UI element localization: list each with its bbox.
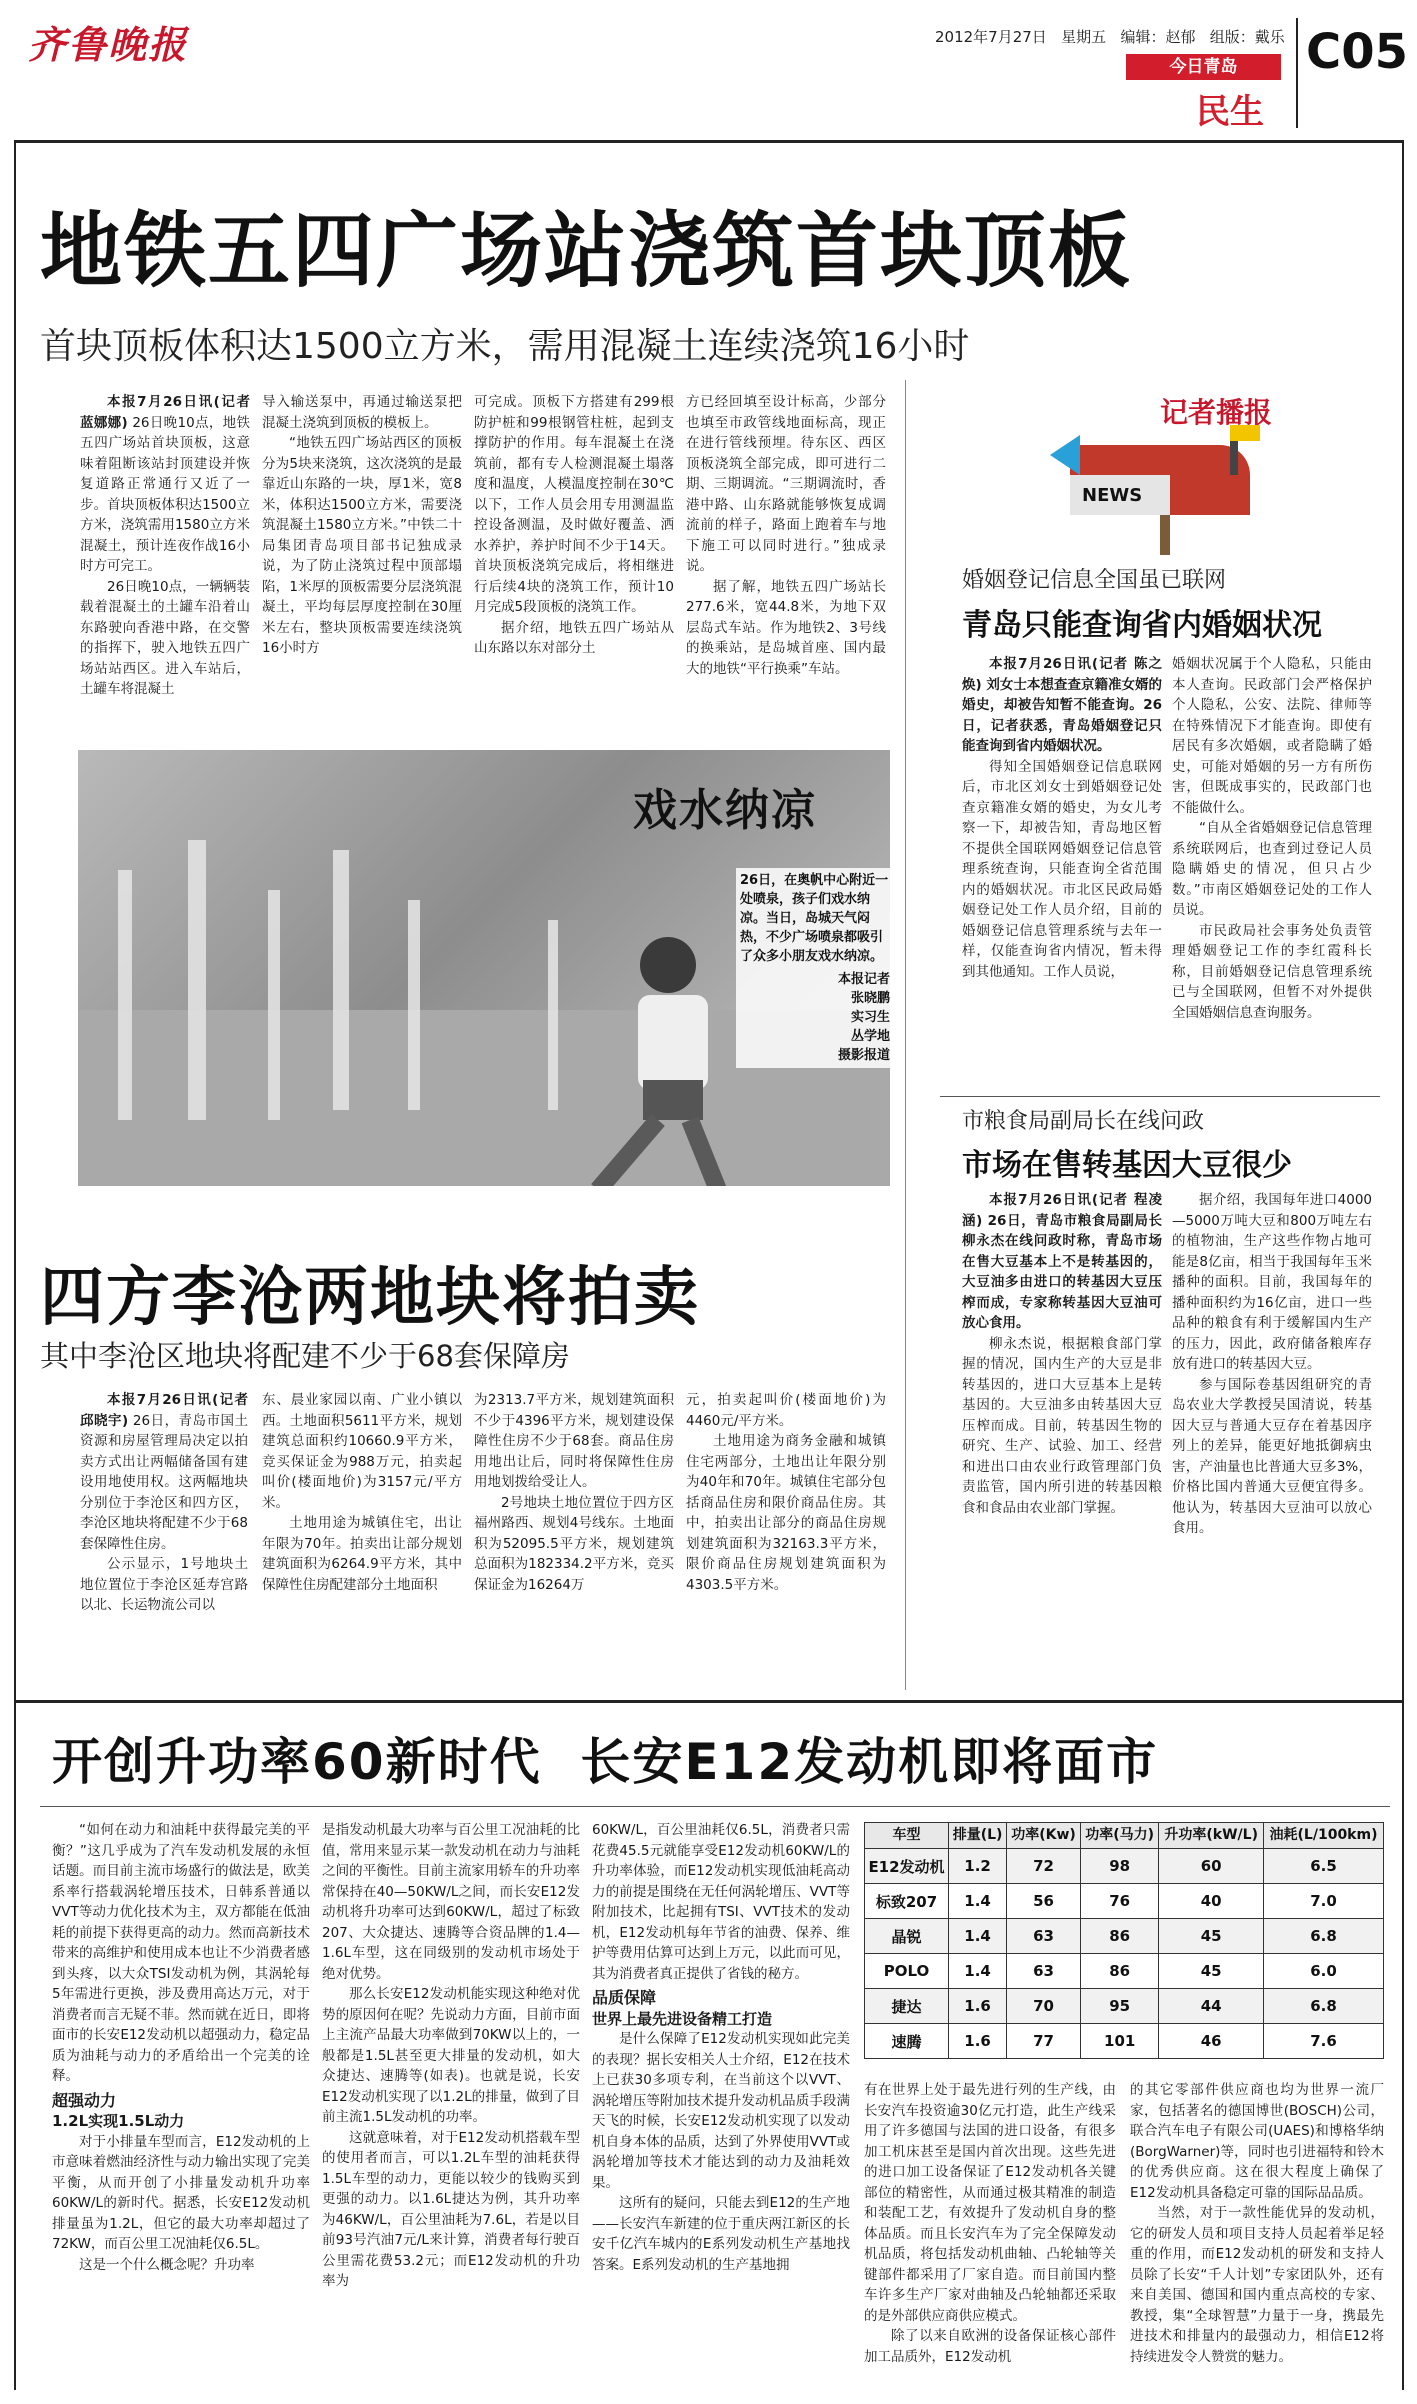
land-col-2: [262, 1390, 462, 1690]
land-col-4: [686, 1390, 886, 1690]
main-col1-text: 26日晚10点，地铁五四广场站首块顶板，这意味着阻断该站封顶建设并恢复道路正常通行又近了一步。首块顶板体积达1500立方米，浇筑需用1580立方米混凝土，预计连夜作战16小时方可完工。: [80, 414, 250, 574]
engine-sub2: 品质保障: [592, 1988, 657, 2007]
table-row: [865, 1919, 1384, 1954]
table-row: [865, 1989, 1384, 2024]
engine-col3-text: 60KW/L，百公里油耗仅6.5L，消费者只需花费45.5元就能享受E12发动机60KW/L的升功率体验，而E12发动机实现低油耗高动力的前提是围绕在无任何涡轮增压、VVT等附加技术，比起拥有TSI、VVT技术的发动机，E12发动机每年节省的油费、保养、维护等费用估算可达到上万元，以此而可见，其为消费者真正提供了省钱的秘方。: [592, 1822, 850, 1982]
gmo-col1-para2: 柳永杰说，根据粮食部门掌握的情况，国内生产的大豆是非转基因的，进口大豆基本上是转基因的。大豆油多由转基因大豆压榨而成。目前，转基因生物的研究、生产、试验、加工、经营和进出口由农业行政管理部门负责监管，国内所引进的转基因粮食和食品由农业部门掌握。: [962, 1335, 1162, 1516]
land-col4-para2: 土地用途为商务金融和城镇住宅两部分，土地出让年限分别为40年和70年。城镇住宅部分包括商品住房和限价商品住房。其中，拍卖出让部分的商品住房规划建筑面积为32163.3平方米，限价商品住房规划建筑面积为4303.5平方米。: [686, 1433, 886, 1593]
land-col3-text: 为2313.7平方米，规划建筑面积不少于4396平方米，规划建设保障性住房不少于68套。商品住房用地出让后，同时将保障性住房用地划拨给受让人。: [474, 1392, 674, 1490]
spec-cell-4-3: 95: [1081, 1989, 1159, 2024]
spec-cell-1-0: 标致207: [865, 1884, 949, 1919]
spec-cell-2-2: 63: [1007, 1919, 1081, 1954]
main-col1-para2: 26日晚10点，一辆辆装载着混凝土的土罐车沿着山东路驶向香港中路，在交警的指挥下，驶入地铁五四广场站站西区。进入车站后，土罐车将混凝土: [80, 578, 250, 697]
spec-cell-3-0: POLO: [865, 1954, 949, 1989]
main-col2-para2: “地铁五四广场站西区的顶板分为5块来浇筑，这次浇筑的是最靠近山东路的一块，厚1米，宽8米，体积达1500立方米，需要浇筑混凝土1580立方米。”中铁二十局集团青岛项目部书记独成录说，为了防止浇筑过程中顶部塌陷，1米厚的顶板需要分层浇筑混凝土，平均每层厚度控制在30厘米左右，整块顶板需要连续浇筑16小时方: [262, 435, 462, 656]
photo-credit-2: 张晓鹏: [850, 991, 890, 1006]
spec-cell-5-3: 101: [1081, 2024, 1159, 2059]
layout-credit: 组版：戴乐: [1209, 28, 1285, 46]
main-byline: 本报7月26日讯(记者 蓝娜娜): [80, 394, 250, 431]
engine-col-2: [322, 1820, 580, 2390]
engine-col2-text: 是指发动机最大功率与百公里工况油耗的比值，常用来显示某一款发动机在动力与油耗之间的平衡性。目前主流家用轿车的升功率常保持在40—50KW/L之间，而长安E12发动机将升功率可达到60KW/L，超过了标致207、大众捷达、速腾等合资品牌的1.4—1.6L车型，这在同级别的发动机市场处于绝对优势。: [322, 1822, 580, 1982]
masthead-divider: [1296, 18, 1298, 128]
spec-cell-2-1: 1.4: [949, 1919, 1007, 1954]
main-col3-para2: 据介绍，地铁五四广场站从山东路以东对部分土: [474, 619, 674, 656]
marriage-headline: 青岛只能查询省内婚姻状况: [962, 608, 1322, 643]
spec-cell-4-0: 捷达: [865, 1989, 949, 2024]
gmo-col1-text: 本报7月26日讯(记者 程凌涵) 26日，青岛市粮食局副局长柳永杰在线问政时称，青岛市场在售大豆基本上不是转基因的，大豆油多由进口的转基因大豆压榨而成，专家称转基因大豆油可放心食用。: [962, 1192, 1162, 1331]
section-label: 今日青岛: [1169, 57, 1238, 77]
engine-col5-para2: 当然，对于一款性能优异的发动机，它的研发人员和项目支持人员起着举足轻重的作用，而E12发动机的研发和支持人员除了长安“千人计划”专家团队外，还有来自美国、德国和国内重点高校的专家、教授，集“全球智慧”力量于一身，携最先进技术和排量内的最强动力，相信E12将持续进发令人赞赏的魅力。: [1130, 2205, 1384, 2365]
issue-date: 2012年7月27日: [935, 28, 1047, 46]
main-headline: 地铁五四广场站浇筑首块顶板: [40, 204, 1133, 299]
land-col-1: [80, 1390, 248, 1690]
photo-caption: 26日，在奥帆中心附近一处喷泉，孩子们戏水纳凉。当日，岛城天气闷热，不少广场喷泉都吸引了众多小朋友戏水纳凉。: [740, 873, 889, 964]
badge-label: 记者播报: [1160, 396, 1273, 429]
spec-header-1: 排量(L): [949, 1823, 1007, 1849]
spec-cell-1-2: 56: [1007, 1884, 1081, 1919]
engine-col5-text: 的其它零部件供应商也均为世界一流厂家，包括著名的德国博世(BOSCH)公司，联合汽车电子有限公司(UAES)和博格华纳(BorgWarner)等，同时也引进福特和铃木的优秀供应商。这在很大程度上确保了E12发动机具备稳定可靠的国际品品质。: [1130, 2082, 1384, 2201]
land-col1-text: 26日，青岛市国土资源和房屋管理局决定以拍卖方式出让两幅储备国有建设用地使用权。这两幅地块分别位于李沧区和四方区，李沧区地块将配建不少于68套保障性住房。: [80, 1412, 248, 1552]
spec-header-2: 功率(Kw): [1007, 1823, 1081, 1849]
table-row: [865, 1884, 1384, 1919]
marriage-col-1: [962, 654, 1162, 1084]
spec-cell-3-2: 63: [1007, 1954, 1081, 1989]
engine-top-rule: [14, 1700, 1404, 1703]
engine-headline: 开创升功率60新时代 长安E12发动机即将面市: [52, 1733, 1159, 1791]
spec-cell-3-3: 86: [1081, 1954, 1159, 1989]
gmo-col2-para2: 参与国际卷基因组研究的青岛农业大学教授吴国清说，转基因大豆与普通大豆存在着基因序列上的差异，能更好地抵御病虫害，产油量也比普通大豆多3%，价格比国内普通大豆便宜得多。他认为，转基因大豆油可以放心食用。: [1172, 1376, 1372, 1536]
right-border: [1402, 140, 1404, 2390]
marriage-col2-para2: “自从全省婚姻登记信息管理系统联网后，也查到过登记人员隐瞒婚史的情况，但只占少数。”市南区婚姻登记处的工作人员说。: [1172, 820, 1372, 918]
spec-cell-3-1: 1.4: [949, 1954, 1007, 1989]
spec-cell-0-5: 6.5: [1264, 1849, 1384, 1884]
spec-cell-1-5: 7.0: [1264, 1884, 1384, 1919]
spec-cell-0-2: 72: [1007, 1849, 1081, 1884]
spec-cell-3-5: 6.0: [1264, 1954, 1384, 1989]
main-col-3: [474, 392, 674, 732]
marriage-col1-text: 本报7月26日讯(记者 陈之焕) 刘女士本想查查京籍准女婿的婚史，却被告知暂不能查询。26日，记者获悉，青岛婚姻登记只能查询到省内婚姻状况。: [962, 656, 1162, 754]
spec-cell-5-5: 7.6: [1264, 2024, 1384, 2059]
spec-cell-1-4: 40: [1159, 1884, 1264, 1919]
spec-cell-3-4: 45: [1159, 1954, 1264, 1989]
spec-cell-4-5: 6.8: [1264, 1989, 1384, 2024]
photo-credit-1: 本报记者: [837, 972, 890, 987]
spec-cell-1-1: 1.4: [949, 1884, 1007, 1919]
masthead-logo: 齐鲁晚报: [28, 22, 189, 67]
engine-headline-rule: [40, 1806, 1390, 1807]
spec-cell-5-0: 速腾: [865, 2024, 949, 2059]
gmo-kicker: 市粮食局副局长在线问政: [962, 1109, 1205, 1134]
engine-col3-para2: 是什么保障了E12发动机实现如此完美的表现？据长安相关人士介绍，E12在技术上已获30多项专利，在当前这个以VVT、涡轮增压等附加技术提升发动机品质手段满天飞的时候，长安E12发动机实现了以发动机自身本体的品质，达到了外界使用VVT或涡轮增加等技术才能达到的动力及油耗效果。: [592, 2031, 850, 2191]
gmo-col-2: [1172, 1190, 1372, 1690]
gmo-headline: 市场在售转基因大豆很少: [962, 1148, 1292, 1183]
spec-cell-2-3: 86: [1081, 1919, 1159, 1954]
land-subhead: 其中李沧区地块将配建不少于68套保障房: [40, 1339, 570, 1373]
photo-caption-box: [736, 868, 890, 1068]
main-col2-text: 导入输送泵中，再通过输送泵把混凝土浇筑到顶板的模板上。: [262, 394, 462, 431]
spec-header-3: 功率(马力): [1081, 1823, 1159, 1849]
section-name: 民生: [1196, 92, 1264, 132]
main-col4-para2: 据了解，地铁五四广场站长277.6米，宽44.8米，为地下双层岛式车站。作为地铁2、3号线的换乘站，是岛城首座、国内最大的地铁“平行换乘”车站。: [686, 578, 886, 677]
right-column-rule: [940, 1096, 1380, 1097]
spec-cell-0-1: 1.2: [949, 1849, 1007, 1884]
marriage-col1-para2: 得知全国婚姻登记信息联网后，市北区刘女士到婚姻登记处查京籍准女婿的婚史，为女儿考察一下，却被告知，青岛地区暂不提供全国联网婚姻登记信息管理系统查询，只能查询全省范围内的婚姻状况。市北区民政局婚姻登记处工作人员介绍，目前的婚姻登记信息管理系统与去年一样，仅能查询省内情况，暂未得到其他通知。工作人员说，: [962, 758, 1162, 980]
photo-credit-4: 丛学地: [850, 1029, 890, 1044]
engine-col1-para2: 对于小排量车型而言，E12发动机的上市意味着燃油经济性与动力输出实现了完美平衡，从而开创了小排量发动机升功率60KW/L的新时代。据悉，长安E12发动机排量虽为1.2L，但它的最大功率却超过了72KW，而百公里工况油耗仅6.5L。: [52, 2133, 310, 2252]
spec-cell-4-1: 1.6: [949, 1989, 1007, 2024]
engine-col1-para3: 这是一个什么概念呢？升功率: [79, 2256, 255, 2273]
marriage-col2-para3: 市民政局社会事务处负责管理婚姻登记工作的李红霞科长称，目前婚姻登记信息管理系统已与全国联网，但暂不对外提供全国婚姻信息查询服务。: [1172, 922, 1372, 1021]
spec-cell-0-3: 98: [1081, 1849, 1159, 1884]
engine-sub2b: 世界上最先进设备精工打造: [592, 2009, 773, 2028]
land-byline: 本报7月26日讯(记者 邱晓宇): [80, 1392, 248, 1429]
engine-col-1: [52, 1820, 310, 2390]
engine-col-3: [592, 1820, 850, 2390]
spec-header-0: 车型: [865, 1823, 949, 1849]
spec-cell-5-4: 46: [1159, 2024, 1264, 2059]
engine-col-4: [864, 2080, 1116, 2390]
marriage-kicker: 婚姻登记信息全国虽已联网: [962, 568, 1227, 593]
engine-col4-text: 有在世界上处于最先进行列的生产线，由长安汽车投资逾30亿元打造，此生产线采用了许多德国与法国的进口设备，有很多加工机床甚至是国内首次出现。这些先进的进口加工设备保证了E12发动机各关键部位的精密性，从而通过极其精准的制造和装配工艺，有效提升了发动机自身的整体品质。而且长安汽车为了完全保障发动机品质，将包括发动机曲轴、凸轮轴等关键部件都采用了厂家自造。而目前国内整车许多生产厂家对曲轴及凸轮轴都还采取的是外部供应商供应模式。: [864, 2082, 1116, 2324]
main-col4-text: 方已经回填至设计标高，少部分也填至市政管线地面标高，现正在进行管线预埋。待东区、西区顶板浇筑全部完成，即可进行二期、三期调流。“三期调流时，香港中路、山东路就能够恢复成调流前的样子，路面上跑着车与地下施工可以同时进行。”独成录说。: [686, 394, 886, 574]
engine-col-5: [1130, 2080, 1384, 2390]
table-row: [865, 1849, 1384, 1884]
editor-credit: 编辑：赵郁: [1120, 28, 1196, 46]
marriage-col-2: [1172, 654, 1372, 1084]
table-row: [865, 2024, 1384, 2059]
main-subhead: 首块顶板体积达1500立方米，需用混凝土连续浇筑16小时: [40, 326, 970, 367]
masthead-rule: [14, 140, 1404, 143]
engine-sub1b: 1.2L实现1.5L动力: [52, 2112, 185, 2130]
engine-col3-para3: 这所有的疑问，只能去到E12的生产地——长安汽车新建的位于重庆两江新区的长安千亿汽车城内的E系列发动机生产基地找答案。E系列发动机的生产基地拥: [592, 2195, 850, 2273]
spec-cell-2-5: 6.8: [1264, 1919, 1384, 1954]
spec-cell-4-2: 70: [1007, 1989, 1081, 2024]
main-col-1: [80, 392, 250, 732]
land-col2-para2: 土地用途为城镇住宅，出让年限为70年。拍卖出让部分规划建筑面积为6264.9平方米，其中保障性住房配建部分土地面积: [262, 1515, 462, 1593]
land-col2-text: 东、晨业家园以南、广业小镇以西。土地面积5611平方米，规划建筑总面积约10660.9平方米，竞买保证金为988万元，拍卖起叫价(楼面地价)为3157元/平方米。: [262, 1392, 462, 1511]
spec-cell-2-4: 45: [1159, 1919, 1264, 1954]
left-border: [14, 140, 16, 2390]
masthead-date: [935, 26, 1285, 47]
spec-header-5: 油耗(L/100km): [1264, 1823, 1384, 1849]
main-col-4: [686, 392, 886, 732]
engine-spec-table: [864, 1822, 1384, 2059]
spec-cell-1-3: 76: [1081, 1884, 1159, 1919]
table-row: [865, 1954, 1384, 1989]
reporter-badge: [1030, 385, 1290, 555]
spec-cell-5-1: 1.6: [949, 2024, 1007, 2059]
engine-sub1: 超强动力: [52, 2090, 117, 2110]
engine-col1-text: “如何在动力和油耗中获得最完美的平衡？”这几乎成为了汽车发动机发展的永恒话题。而目前主流市场盛行的做法是，欧美系率行搭载涡轮增压技术，日韩系普通以VVT等动力优化技术为主，双方都能在低油耗的前提下获得更高的动力。然而高新技术带来的高维护和使用成本也让不少消费者感到头疼，以大众TSI发动机为例，其涡轮每5年需进行更换，涉及费用高达万元，对于消费者而言无疑不菲。然而就在近日，即将面市的长安E12发动机以超强动力，稳定品质为油耗与动力的矛盾给出一个完美的诠释。: [52, 1822, 310, 2084]
land-col3-para2: 2号地块土地位置位于四方区福州路西、规划4号线东。土地面积为52095.5平方米，规划建筑总面积为182334.2平方米，竞买保证金为16264万: [474, 1494, 674, 1593]
engine-col2-para3: 这就意味着，对于E12发动机搭载车型的使用者而言，可以1.2L车型的油耗获得1.5L车型的动力，更能以较少的钱购买到更强的动力。以1.6L捷达为例，其升功率为46KW/L，百公里油耗为7.6L，若是以目前93号汽油7元/L来计算，消费者每行驶百公里需花费53.2元；而E12发动机的升功率为: [322, 2129, 580, 2289]
spec-cell-2-0: 晶锐: [865, 1919, 949, 1954]
badge-mailbox-text: NEWS: [1082, 485, 1143, 506]
engine-col4-para2: 除了以来自欧洲的设备保证核心部件加工品质外，E12发动机: [864, 2328, 1116, 2365]
main-col3-text: 可完成。顶板下方搭建有299根防护桩和99根钢管柱桩，起到支撑防护的作用。每车混凝土在浇筑前，都有专人检测混凝土塌落度和温度，人模温度控制在30℃以下，工作人员会用专用测温监控设备测温，及时做好覆盖、洒水养护，养护时间不少于14天。首块顶板浇筑完成后，将相继进行后续4块的浇筑工作，预计10月完成5段顶板的浇筑工作。: [474, 394, 674, 615]
spec-cell-5-2: 77: [1007, 2024, 1081, 2059]
land-headline: 四方李沧两地块将拍卖: [40, 1261, 700, 1335]
land-col4-text: 元，拍卖起叫价(楼面地价)为4460元/平方米。: [686, 1392, 886, 1429]
photo-credit-5: 摄影报道: [837, 1048, 890, 1063]
spec-cell-0-4: 60: [1159, 1849, 1264, 1884]
section-badge: [1126, 54, 1281, 80]
photo-credit-3: 实习生: [850, 1010, 890, 1025]
spec-cell-4-4: 44: [1159, 1989, 1264, 2024]
gmo-col2-text: 据介绍，我国每年进口4000—5000万吨大豆和800万吨左右的植物油，生产这些作物占地可能是8亿亩，相当于我国每年玉米播种的面积。目前，我国每年的播种面积约为16亿亩，进口一些品种的粮食有利于缓解国内生产的压力，因此，政府储备粮库存放有进口的转基因大豆。: [1172, 1192, 1372, 1372]
photo-title: 戏水纳凉: [633, 785, 817, 836]
page-number: C05: [1306, 24, 1409, 80]
marriage-col2-text: 婚姻状况属于个人隐私，只能由本人查询。民政部门会严格保护个人隐私，公安、法院、律师等在特殊情况下才能查询。即使有居民有多次婚姻，或者隐瞒了婚史，可能对婚姻的另一方有所伤害，但既成事实的，民政部门也不能做什么。: [1172, 656, 1372, 816]
engine-col2-para2: 那么长安E12发动机能实现这种绝对优势的原因何在呢？先说动力方面，目前市面上主流产品最大功率做到70KW以上的，一般都是1.5L甚至更大排量的发动机，如大众捷达、速腾等(如表)。也就是说，长安E12发动机实现了以1.2L的排量，做到了目前主流1.5L发动机的功率。: [322, 1986, 580, 2125]
gmo-col-1: [962, 1190, 1162, 1690]
news-photo: [78, 750, 890, 1186]
issue-weekday: 星期五: [1061, 28, 1107, 46]
land-col1-para2: 公示显示，1号地块土地位置位于李沧区延寿宫路以北、长运物流公司以: [80, 1556, 248, 1613]
spec-header-4: 升功率(kW/L): [1159, 1823, 1264, 1849]
land-col-3: [474, 1390, 674, 1690]
main-col-2: [262, 392, 462, 732]
right-column-divider: [905, 380, 906, 1690]
spec-cell-0-0: E12发动机: [865, 1849, 949, 1884]
